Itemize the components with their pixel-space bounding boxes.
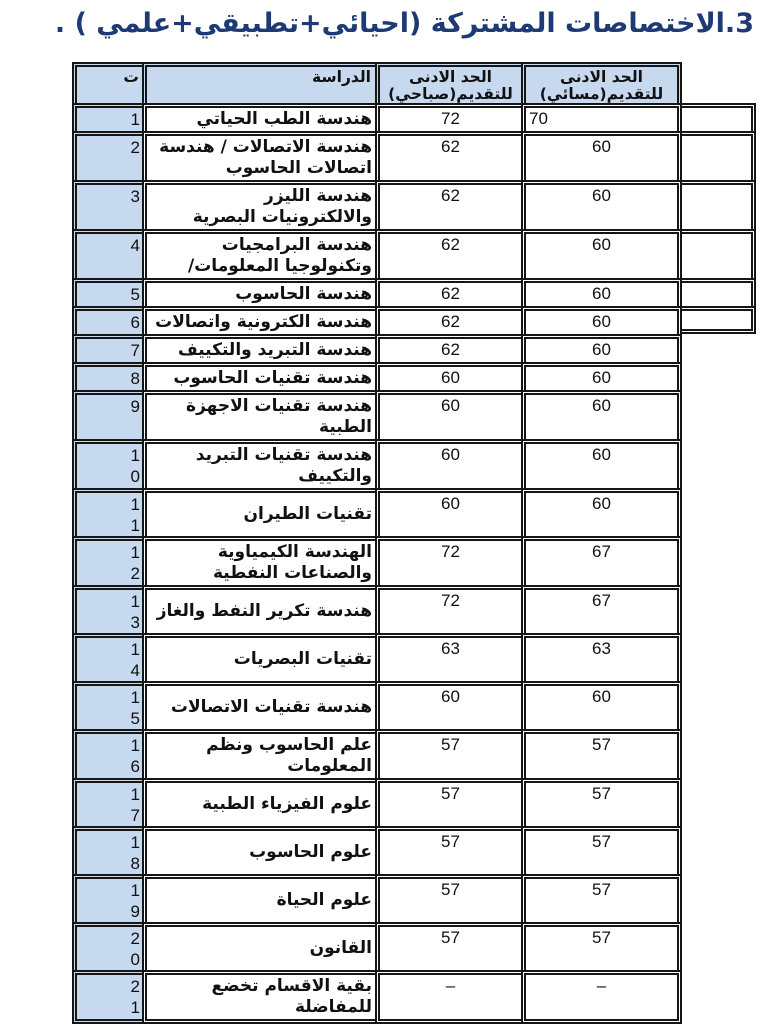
row-number-cell <box>72 585 142 633</box>
evening-minimum-cell: 60 <box>521 131 682 180</box>
row-number-cell <box>72 103 142 131</box>
study-name-cell: هندسة تقنيات الحاسوب <box>142 362 375 390</box>
row-number: 16 <box>130 736 140 776</box>
study-name-cell: هندسة تقنيات الاجهزة الطبية <box>142 390 375 439</box>
spare-cell <box>682 488 756 536</box>
evening-minimum-cell: 60 <box>521 306 682 334</box>
admission-minimums-table <box>72 62 756 1024</box>
study-name-cell: علم الحاسوب ونظم المعلومات <box>142 729 375 778</box>
row-number-cell <box>72 729 142 778</box>
table-row <box>72 536 756 585</box>
study-name-cell: القانون <box>142 922 375 970</box>
table-row <box>72 922 756 970</box>
row-number: 19 <box>130 881 140 921</box>
evening-minimum-cell: 67 <box>521 585 682 633</box>
table-row <box>72 970 756 1024</box>
morning-minimum-cell: 62 <box>375 306 521 334</box>
row-number-cell <box>72 633 142 681</box>
morning-minimum-cell: 72 <box>375 103 521 131</box>
evening-minimum-cell: – <box>521 970 682 1024</box>
morning-minimum-cell: 60 <box>375 488 521 536</box>
spare-cell <box>682 922 756 970</box>
morning-minimum-cell: 62 <box>375 334 521 362</box>
morning-minimum-cell: 57 <box>375 922 521 970</box>
study-name-cell: الهندسة الكيمياوية والصناعات النفطية <box>142 536 375 585</box>
row-number: 12 <box>130 543 140 583</box>
row-number: 6 <box>130 313 140 332</box>
table-row <box>72 131 756 180</box>
row-number-cell <box>72 131 142 180</box>
table-row <box>72 633 756 681</box>
evening-minimum-cell: 67 <box>521 536 682 585</box>
morning-minimum-cell: 62 <box>375 229 521 278</box>
morning-minimum-cell: 60 <box>375 390 521 439</box>
spare-cell <box>682 681 756 729</box>
table-row <box>72 334 756 362</box>
row-number-cell <box>72 362 142 390</box>
table-row <box>72 390 756 439</box>
header-morning-minimum <box>375 62 521 103</box>
spare-cell <box>682 536 756 585</box>
row-number-cell <box>72 334 142 362</box>
header-evening-minimum <box>521 62 682 103</box>
spare-cell <box>682 970 756 1024</box>
morning-minimum-cell: 63 <box>375 633 521 681</box>
morning-minimum-cell: 57 <box>375 729 521 778</box>
row-number-cell <box>72 874 142 922</box>
spare-cell <box>682 633 756 681</box>
row-number-cell <box>72 278 142 306</box>
study-name-cell: تقنيات الطيران <box>142 488 375 536</box>
row-number: 18 <box>130 833 140 873</box>
study-name-cell: هندسة الليزر والالكترونيات البصرية <box>142 180 375 229</box>
row-number: 11 <box>130 495 140 535</box>
evening-minimum-cell: 60 <box>521 278 682 306</box>
evening-minimum-cell: 60 <box>521 488 682 536</box>
study-name-cell: علوم الحاسوب <box>142 826 375 874</box>
row-number: 20 <box>130 929 140 969</box>
row-number-cell <box>72 180 142 229</box>
header-study: الدراسة <box>142 62 375 103</box>
row-number: 15 <box>130 688 140 728</box>
spare-cell <box>682 439 756 488</box>
row-number-cell <box>72 970 142 1024</box>
evening-minimum-cell: 60 <box>521 180 682 229</box>
evening-minimum-cell: 60 <box>521 681 682 729</box>
row-number: 7 <box>130 341 140 360</box>
table-row <box>72 306 756 334</box>
study-name-cell: هندسة تقنيات الاتصالات <box>142 681 375 729</box>
row-number-cell <box>72 681 142 729</box>
spare-cell <box>682 229 756 278</box>
table-row <box>72 229 756 278</box>
spare-cell <box>682 826 756 874</box>
row-number: 10 <box>130 446 140 486</box>
spare-cell <box>682 362 756 390</box>
study-name-cell: هندسة الاتصالات / هندسة اتصالات الحاسوب <box>142 131 375 180</box>
spare-cell <box>682 306 756 334</box>
table-row <box>72 874 756 922</box>
study-name-cell: علوم الفيزياء الطبية <box>142 778 375 826</box>
morning-minimum-cell: 60 <box>375 439 521 488</box>
spare-cell <box>682 278 756 306</box>
study-name-cell: هندسة تقنيات التبريد والتكييف <box>142 439 375 488</box>
row-number-cell <box>72 390 142 439</box>
header-row <box>72 62 756 103</box>
morning-minimum-cell: 57 <box>375 874 521 922</box>
row-number-cell <box>72 488 142 536</box>
evening-minimum-cell: 57 <box>521 826 682 874</box>
evening-minimum-cell: 57 <box>521 874 682 922</box>
row-number-cell <box>72 229 142 278</box>
study-name-cell: بقية الاقسام تخضع للمفاضلة <box>142 970 375 1024</box>
morning-minimum-cell: 72 <box>375 585 521 633</box>
spare-cell <box>682 103 756 131</box>
header-evening-line1: الحد الادنى <box>560 68 643 86</box>
spare-cell <box>682 874 756 922</box>
table-row <box>72 180 756 229</box>
evening-minimum-cell: 60 <box>521 334 682 362</box>
morning-minimum-cell: 57 <box>375 778 521 826</box>
evening-minimum-cell: 60 <box>521 362 682 390</box>
table-row <box>72 585 756 633</box>
evening-minimum-cell: 60 <box>521 439 682 488</box>
spare-cell <box>682 585 756 633</box>
row-number: 5 <box>130 285 140 304</box>
row-number: 9 <box>130 397 140 416</box>
row-number-cell <box>72 922 142 970</box>
morning-minimum-cell: 62 <box>375 278 521 306</box>
study-name-cell: هندسة الكترونية واتصالات <box>142 306 375 334</box>
morning-minimum-cell: 60 <box>375 362 521 390</box>
table-row <box>72 362 756 390</box>
morning-minimum-cell: 62 <box>375 180 521 229</box>
morning-minimum-cell: 72 <box>375 536 521 585</box>
row-number: 3 <box>130 187 140 206</box>
evening-minimum-cell: 63 <box>521 633 682 681</box>
spare-cell <box>682 778 756 826</box>
study-name-cell: علوم الحياة <box>142 874 375 922</box>
row-number: 17 <box>130 785 140 825</box>
row-number-cell <box>72 439 142 488</box>
page-title: 3.الاختصاصات المشتركة (احيائي+تطبيقي+علمي ) . <box>54 8 754 39</box>
evening-minimum-cell: 70 <box>521 103 682 131</box>
table-row <box>72 439 756 488</box>
study-name-cell: هندسة الحاسوب <box>142 278 375 306</box>
study-name-cell: هندسة تكرير النفط والغاز <box>142 585 375 633</box>
row-number-cell <box>72 306 142 334</box>
evening-minimum-cell: 57 <box>521 922 682 970</box>
row-number: 21 <box>130 977 140 1017</box>
row-number: 1 <box>130 110 140 129</box>
table-row <box>72 778 756 826</box>
study-name-cell: تقنيات البصريات <box>142 633 375 681</box>
spare-cell <box>682 334 756 362</box>
table-row <box>72 278 756 306</box>
study-name-cell: هندسة البرامجيات وتكنولوجيا المعلومات/ <box>142 229 375 278</box>
evening-minimum-cell: 60 <box>521 229 682 278</box>
row-number: 14 <box>130 640 140 680</box>
morning-minimum-cell: – <box>375 970 521 1024</box>
table-row <box>72 681 756 729</box>
header-morning-line1: الحد الادنى <box>409 68 492 86</box>
header-spare-cell <box>682 62 756 103</box>
row-number-cell <box>72 826 142 874</box>
row-number: 8 <box>130 369 140 388</box>
spare-cell <box>682 180 756 229</box>
study-name-cell: هندسة التبريد والتكييف <box>142 334 375 362</box>
table-row <box>72 729 756 778</box>
table-row <box>72 488 756 536</box>
row-number: 2 <box>130 138 140 157</box>
study-name-cell: هندسة الطب الحياتي <box>142 103 375 131</box>
row-number: 13 <box>130 592 140 632</box>
evening-minimum-cell: 57 <box>521 778 682 826</box>
evening-minimum-cell: 60 <box>521 390 682 439</box>
header-morning-line2: للتقديم(صباحي) <box>388 85 513 103</box>
spare-cell <box>682 729 756 778</box>
table-row <box>72 826 756 874</box>
spare-cell <box>682 390 756 439</box>
evening-minimum-cell: 57 <box>521 729 682 778</box>
header-evening-line2: للتقديم(مسائي) <box>539 85 664 103</box>
spare-cell <box>682 131 756 180</box>
morning-minimum-cell: 57 <box>375 826 521 874</box>
morning-minimum-cell: 60 <box>375 681 521 729</box>
morning-minimum-cell: 62 <box>375 131 521 180</box>
table-row <box>72 103 756 131</box>
header-number-column: ت <box>72 62 142 103</box>
row-number-cell <box>72 778 142 826</box>
row-number: 4 <box>130 236 140 255</box>
row-number-cell <box>72 536 142 585</box>
